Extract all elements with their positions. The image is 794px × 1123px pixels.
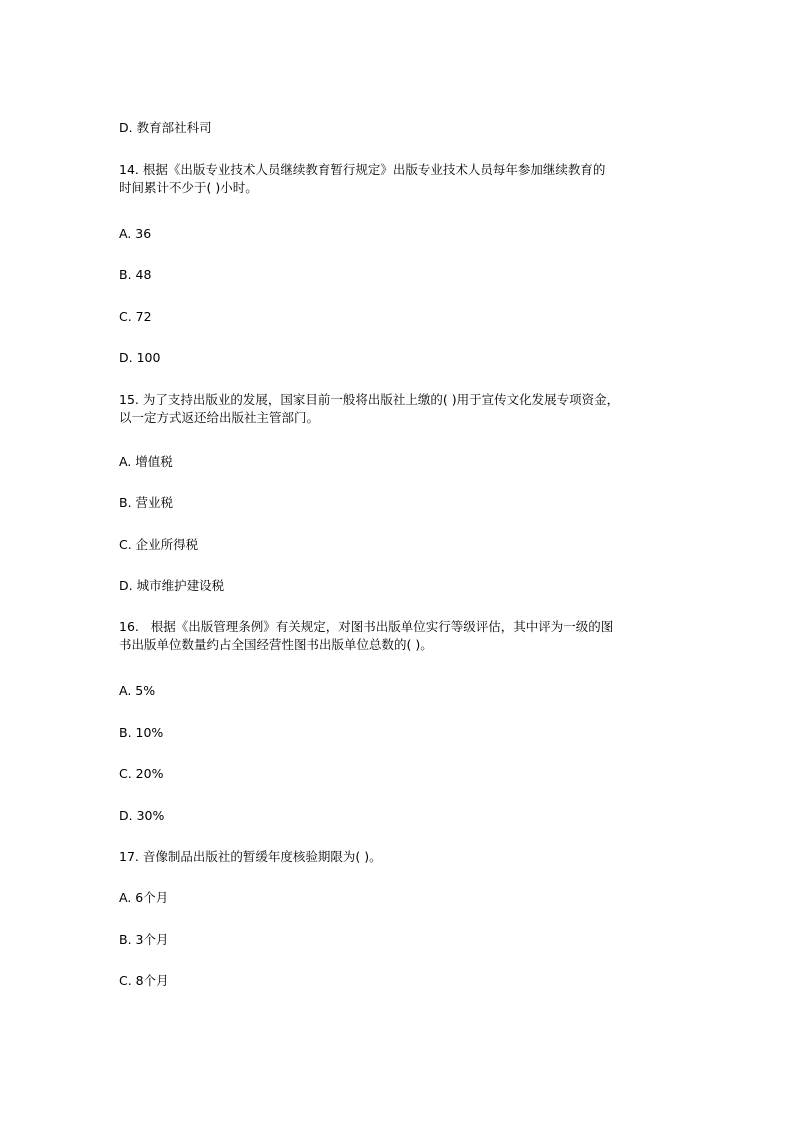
option-17-b: B. 3个月 <box>119 932 169 947</box>
option-15-b: B. 营业税 <box>119 495 174 510</box>
question-16: 16. 根据《出版管理条例》有关规定，对图书出版单位实行等级评估，其中评为一级的图 书出版单位数量约占全国经营性图书出版单位总数的( )。 <box>119 619 614 652</box>
option-15-c: C. 企业所得税 <box>119 537 199 552</box>
question-14: 14. 根据《出版专业技术人员继续教育暂行规定》出版专业技术人员每年参加继续教育的 时间累计不少于( )小时。 <box>119 162 606 195</box>
option-15-a: A. 增值税 <box>119 454 173 469</box>
option-14-b: B. 48 <box>119 267 152 282</box>
question-15: 15. 为了支持出版业的发展，国家目前一般将出版社上缴的( )用于宣传文化发展专项资金， 以一定方式返还给出版社主管部门。 <box>119 392 620 425</box>
option-16-d: D. 30% <box>119 808 165 823</box>
option-14-c: C. 72 <box>119 309 152 324</box>
question-17: 17. 音像制品出版社的暂缓年度核验期限为( )。 <box>119 849 382 864</box>
option-17-c: C. 8个月 <box>119 973 169 988</box>
option-16-b: B. 10% <box>119 725 164 740</box>
option-16-c: C. 20% <box>119 766 164 781</box>
option-13-d: D. 教育部社科司 <box>119 120 212 135</box>
option-15-d: D. 城市维护建设税 <box>119 578 225 593</box>
option-17-a: A. 6个月 <box>119 890 169 905</box>
option-14-a: A. 36 <box>119 226 152 241</box>
option-14-d: D. 100 <box>119 350 161 365</box>
option-16-a: A. 5% <box>119 683 156 698</box>
